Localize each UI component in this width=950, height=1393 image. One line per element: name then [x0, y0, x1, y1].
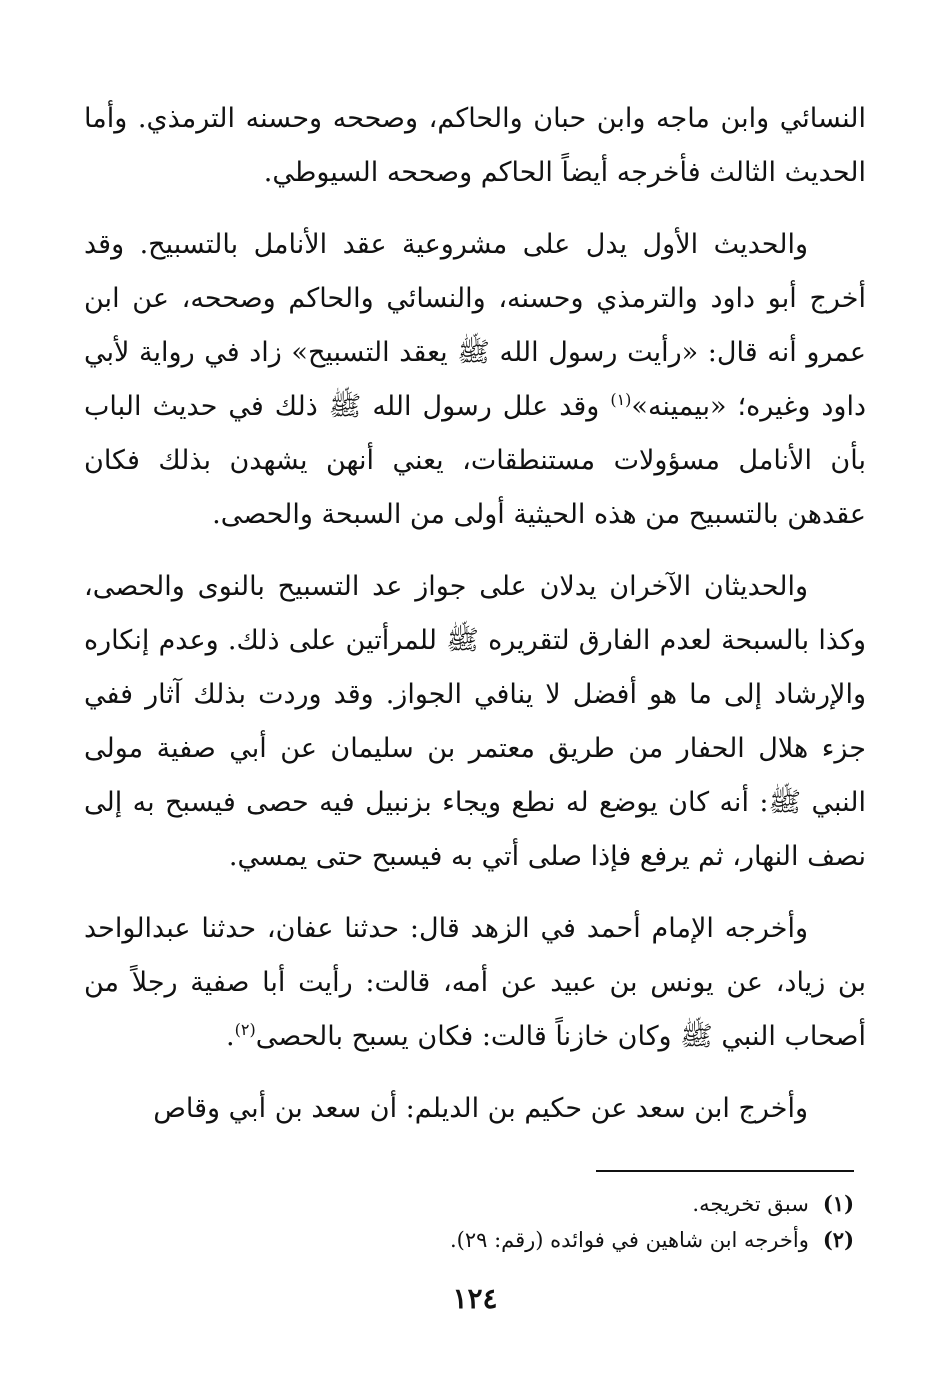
- page-number: ١٢٤: [452, 1282, 498, 1315]
- paragraph-2-text-a: والحديث الأول يدل على مشروعية عقد الأنامل بالتسبيح. وقد أخرج أبو داود والترمذي وحسنه، والنسائي والحاكم وصححه، عن ابن عمرو أنه قال: «رأيت رسول الله ﷺ يعقد التسبيح» زاد في رواية لأبي داود وغيره؛ «بيمينه»: [84, 229, 866, 422]
- paragraph-4-text-b: .: [226, 1021, 235, 1052]
- paragraph-2: [84, 218, 866, 542]
- page-body: [84, 92, 866, 1154]
- paragraph-5: وأخرج ابن سعد عن حكيم بن الديلم: أن سعد بن أبي وقاص: [153, 1093, 808, 1124]
- footnote-2-text: وأخرجه ابن شاهين في فوائده (رقم: ٢٩).: [449, 1228, 809, 1252]
- footnotes: [114, 1186, 854, 1258]
- paragraph-4-text-a: وأخرجه الإمام أحمد في الزهد قال: حدثنا عفان، حدثنا عبدالواحد بن زياد، عن يونس بن عبيد عن أمه، قالت: رأيت أبا صفية رجلاً من أصحاب النبي ﷺ وكان خازناً قالت: فكان يسبح بالحصى: [84, 913, 866, 1052]
- footnote-separator: [596, 1170, 854, 1172]
- footnote-1: [114, 1186, 854, 1222]
- footnote-ref-1[interactable]: (١): [610, 390, 632, 409]
- paragraph-4: [84, 902, 866, 1064]
- footnote-2-number: (٢): [822, 1227, 854, 1252]
- footnote-ref-2[interactable]: (٢): [234, 1020, 256, 1039]
- paragraph-3: والحديثان الآخران يدلان على جواز عد التسبيح بالنوى والحصى، وكذا بالسبحة لعدم الفارق لتقريره ﷺ للمرأتين على ذلك. وعدم إنكاره والإرشاد إلى ما هو أفضل لا ينافي الجواز. وقد وردت بذلك آثار ففي جزء هلال الحفار من طريق معتمر بن سليمان عن أبي صفية مولى النبي ﷺ: أنه كان يوضع له نطع ويجاء بزنبيل فيه حصى فيسبح به إلى نصف النهار، ثم يرفع فإذا صلى أتي به فيسبح حتى يمسي.: [84, 571, 866, 872]
- footnote-1-number: (١): [822, 1191, 854, 1216]
- paragraph-1: النسائي وابن ماجه وابن حبان والحاكم، وصححه وحسنه الترمذي. وأما الحديث الثالث فأخرجه أيضاً الحاكم وصححه السيوطي.: [84, 103, 866, 188]
- footnote-2: [114, 1222, 854, 1258]
- paragraph-2-text-b: وقد علل رسول الله ﷺ ذلك في حديث الباب بأن الأنامل مسؤولات مستنطقات، يعني أنهن يشهدن بذلك فكان عقدهن بالتسبيح من هذه الحيثية أولى من السبحة والحصى.: [84, 391, 866, 530]
- footnote-1-text: سبق تخريجه.: [692, 1192, 809, 1216]
